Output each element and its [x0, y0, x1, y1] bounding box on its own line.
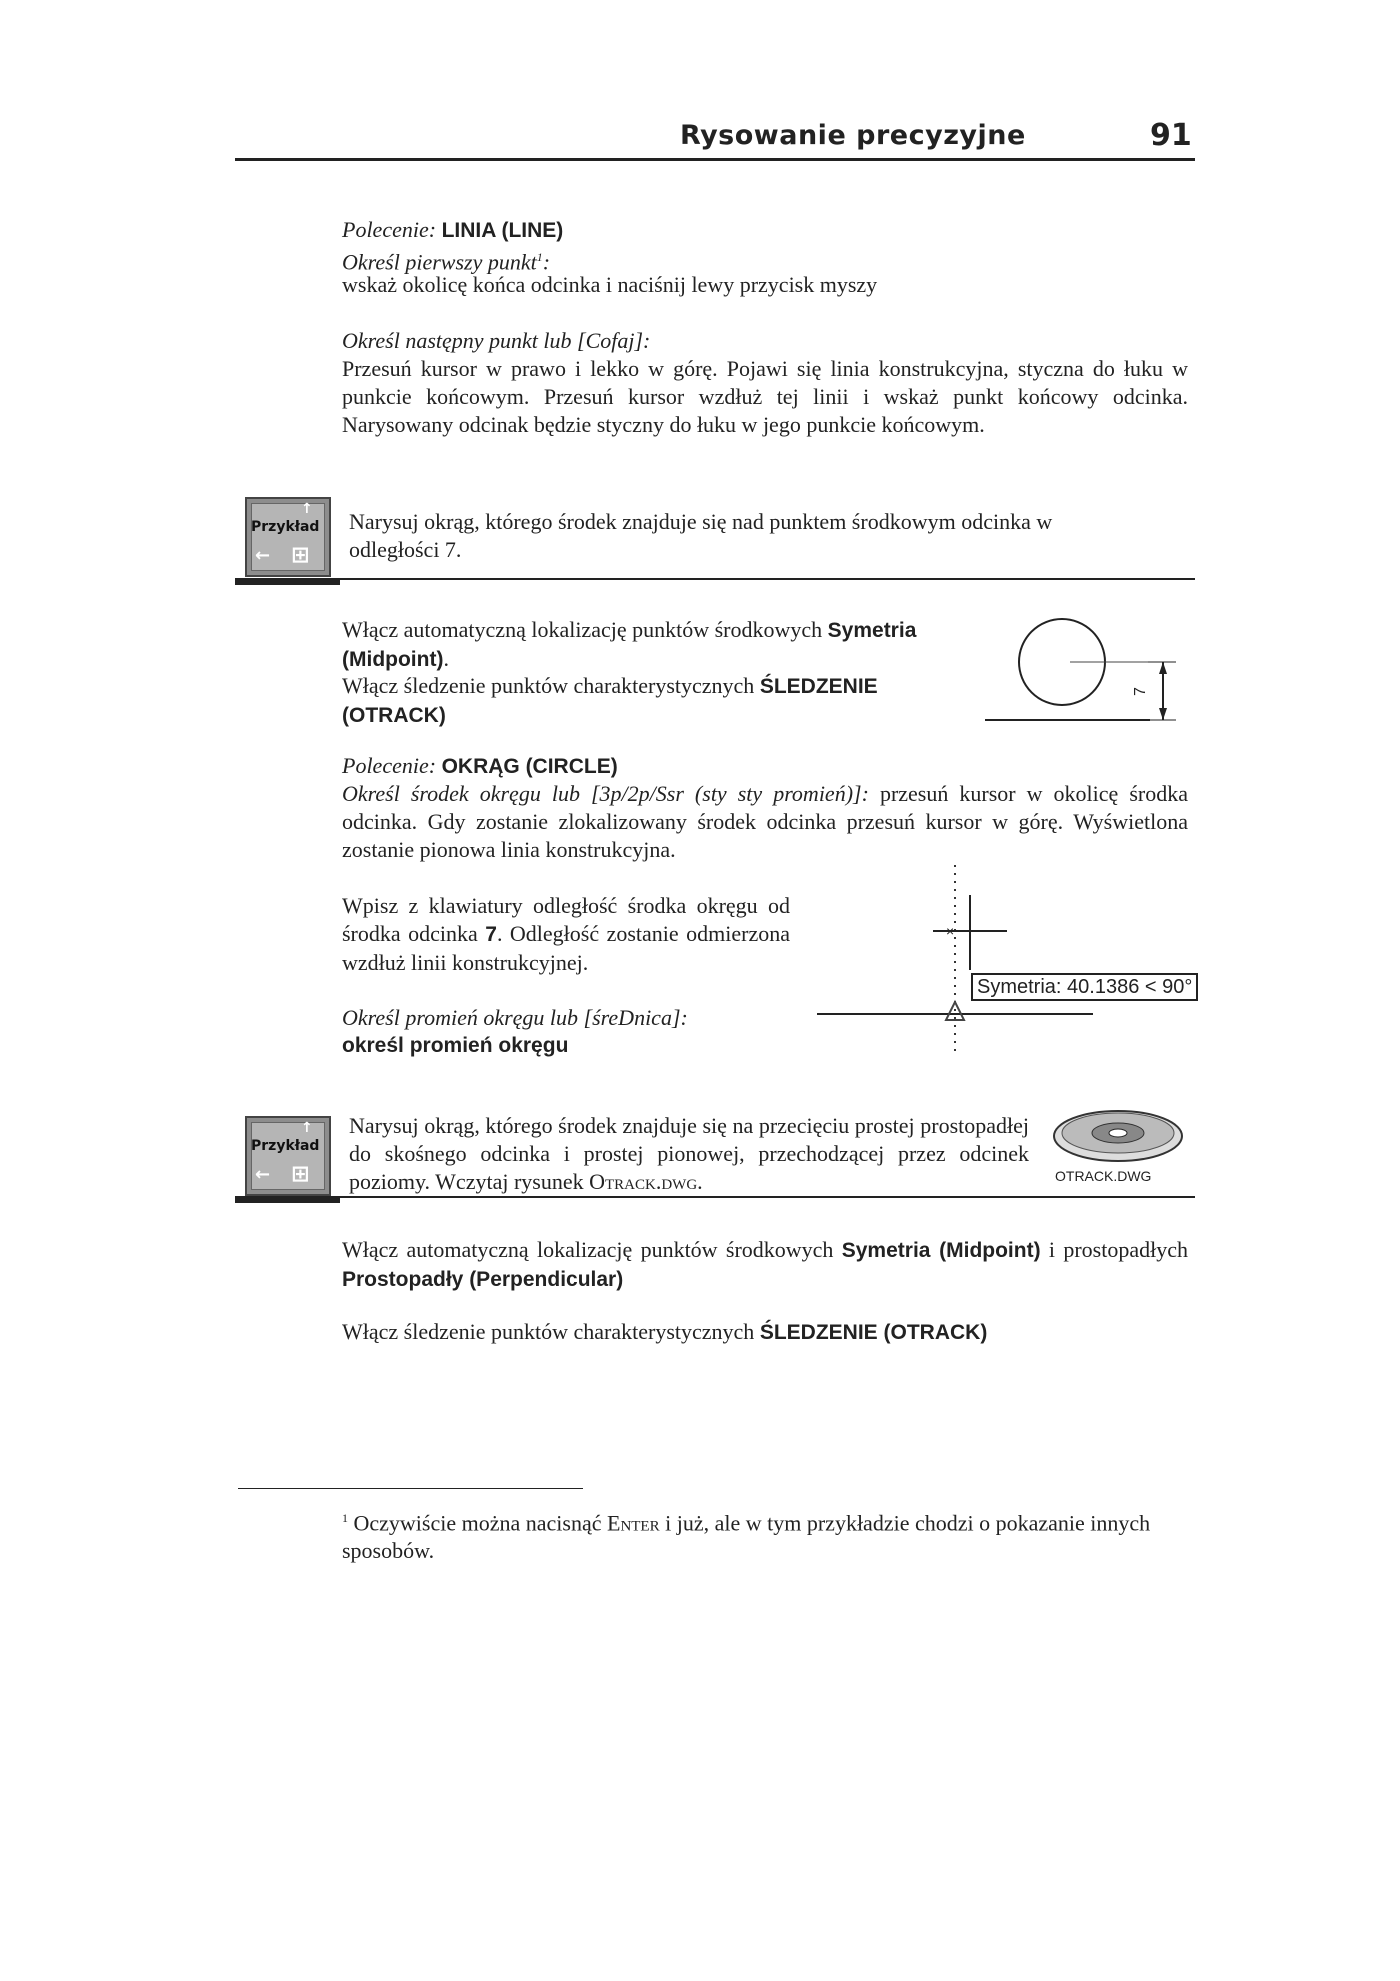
example-1-rule-thick	[235, 580, 340, 585]
command-line-2: Polecenie: OKRĄG (CIRCLE)	[342, 753, 618, 778]
example-2-rule-thick	[235, 1198, 340, 1203]
enable-otrack-text: Włącz śledzenie punktów charakterystycznych ŚLEDZENIE (OTRACK)	[342, 673, 878, 727]
circle-above-midpoint-figure	[980, 612, 1190, 727]
header-rule	[235, 158, 1195, 161]
running-header-title: Rysowanie precyzyjne	[680, 120, 1026, 151]
prompt-next-point: Określ następny punkt lub [Cofaj]:	[342, 328, 651, 353]
paragraph-distance: Wpisz z klawiatury odległość środka okręgu od środka odcinka 7. Odległość zostanie odmierzona wzdłuż linii konstrukcyjnej.	[342, 893, 790, 975]
paragraph-midpoint-perpendicular: Włącz automatyczną lokalizację punktów środkowych Symetria (Midpoint) i prostopadłych Prostopadły (Perpendicular)	[342, 1237, 1188, 1291]
example-2-rule	[235, 1196, 1195, 1198]
command-line-1: Polecenie: LINIA (LINE)	[342, 217, 564, 242]
example-icon-2: ↑ Przykład ← ⊞	[245, 1116, 331, 1196]
radius-instruction: określ promień okręgu	[342, 1034, 569, 1057]
paragraph-tangent: Przesuń kursor w prawo i lekko w górę. Pojawi się linia konstrukcyjna, styczna do łuku w punkcie końcowym. Przesuń kursor wzdłuż tej linii i wskaż punkt końcowy odcinka. Narysowany odcinak będzie styczny do łuku w jego punkcie końcowym.	[342, 356, 1188, 437]
prompt-circle-center: Określ środek okręgu lub [3p/2p/Ssr (sty sty promień)]: przesuń kursor w okolicę środka odcinka. Gdy zostanie zlokalizowany środek odcinka przesuń kursor w górę. Wyświetlona zostanie pionowa linia konstrukcyjna.	[342, 781, 1188, 862]
tracking-tooltip: Symetria: 40.1386 < 90°	[971, 973, 1198, 1001]
cd-label: OTRACK.DWG	[1055, 1168, 1152, 1184]
enable-midpoint-text: Włącz automatyczną lokalizację punktów środkowych Symetria (Midpoint).	[342, 617, 917, 671]
tracking-figure	[815, 860, 1195, 1060]
cd-icon	[1050, 1104, 1190, 1164]
example-2-text: Narysuj okrąg, którego środek znajduje się na przecięciu prostej prostopadłej do skośnego odcinka i prostej pionowej, przechodzącej przez odcinek poziomy. Wczytaj rysunek Otrack.dwg.	[349, 1113, 1029, 1194]
example-icon: ↑ Przykład ← ⊞	[245, 497, 331, 577]
page-number: 91	[1150, 118, 1192, 153]
prompt-first-point: Określ pierwszy punkt$^1$:	[342, 249, 551, 275]
dimension-label: 7	[1132, 687, 1149, 696]
svg-text:×: ×	[946, 923, 955, 939]
instruction-first-point: wskaż okolicę końca odcinka i naciśnij lewy przycisk myszy	[342, 272, 878, 297]
footnote: $^1$ Oczywiście można nacisnąć Enter i już, ale w tym przykładzie chodzi o pokazanie innych sposobów.	[342, 1510, 1151, 1564]
example-1-text: Narysuj okrąg, którego środek znajduje się nad punktem środkowym odcinka w odległości 7.	[349, 509, 1053, 562]
prompt-radius: Określ promień okręgu lub [śreDnica]:	[342, 1005, 688, 1030]
footnote-rule	[238, 1488, 583, 1489]
paragraph-otrack: Włącz śledzenie punktów charakterystycznych ŚLEDZENIE (OTRACK)	[342, 1319, 988, 1344]
example-1-rule	[235, 578, 1195, 580]
